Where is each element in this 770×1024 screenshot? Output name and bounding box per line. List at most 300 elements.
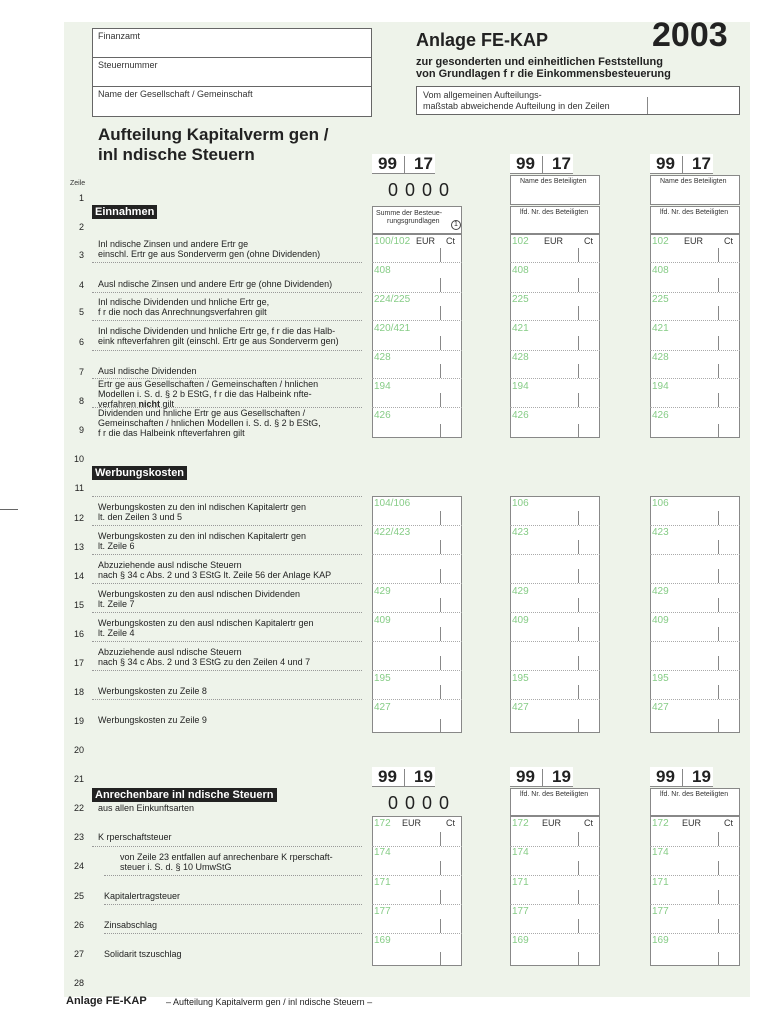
name-beteiligten-label: Name des Beteiligten bbox=[660, 178, 727, 185]
line-text: Solidarit tszuschlag bbox=[104, 949, 182, 959]
cell-divider bbox=[650, 292, 740, 293]
code-c27: 169 bbox=[374, 935, 391, 946]
ct-divider bbox=[440, 832, 441, 846]
ct-divider bbox=[578, 685, 579, 699]
cell-divider bbox=[650, 612, 740, 613]
row-separator bbox=[92, 699, 362, 700]
line-text: aus allen Einkunftsarten bbox=[98, 803, 195, 813]
cell-divider bbox=[650, 525, 740, 526]
code-c5: 225 bbox=[512, 294, 529, 305]
eur-label: EUR bbox=[402, 818, 422, 828]
row-separator bbox=[92, 641, 362, 642]
eur-label: EUR bbox=[542, 818, 562, 828]
cell-divider bbox=[510, 407, 600, 408]
ct-divider bbox=[718, 248, 719, 262]
row-number: 10 bbox=[73, 454, 84, 464]
code-box bbox=[510, 767, 573, 787]
ct-divider bbox=[440, 364, 441, 378]
ct-divider bbox=[440, 919, 441, 933]
code-99: 99 bbox=[656, 154, 675, 173]
row-separator bbox=[92, 378, 362, 379]
footer-subtitle: – Aufteilung Kapitalverm gen / inl ndische Steuern – bbox=[166, 997, 373, 1007]
cell-divider bbox=[650, 583, 740, 584]
line-6-label bbox=[98, 326, 368, 346]
line-15-label bbox=[98, 589, 368, 609]
line-7-label bbox=[98, 366, 368, 376]
ct-divider bbox=[718, 336, 719, 350]
ct-divider bbox=[718, 393, 719, 407]
line-text: von Zeile 23 entfallen auf anrechenbare K rperschaft- bbox=[120, 852, 333, 862]
cell-divider bbox=[650, 262, 740, 263]
code-c3-sum: 100/102 bbox=[374, 236, 411, 247]
cell-divider bbox=[510, 699, 600, 700]
code-c8: 194 bbox=[374, 381, 391, 392]
row-separator bbox=[92, 262, 362, 263]
row-number: 7 bbox=[78, 367, 84, 377]
code-17: 17 bbox=[692, 154, 711, 173]
eur-label: EUR bbox=[684, 236, 704, 246]
ct-divider bbox=[718, 540, 719, 554]
cell-divider bbox=[650, 350, 740, 351]
ct-divider bbox=[718, 719, 719, 733]
row-separator bbox=[92, 350, 362, 351]
code-99: 99 bbox=[516, 767, 535, 786]
code-c4: 408 bbox=[652, 265, 669, 276]
row-number: 15 bbox=[73, 600, 84, 610]
eur-label: EUR bbox=[682, 818, 702, 828]
code-c8: 194 bbox=[652, 381, 669, 392]
cell-divider bbox=[372, 292, 462, 293]
lfd-nr-field-2b[interactable] bbox=[510, 788, 600, 816]
zeile-label: Zeile bbox=[70, 180, 86, 187]
ct-divider bbox=[578, 627, 579, 641]
section-title-2: inl ndische Steuern bbox=[98, 145, 255, 164]
row-number: 11 bbox=[74, 483, 84, 493]
cell-divider bbox=[510, 554, 600, 555]
row-separator bbox=[92, 525, 362, 526]
cell-divider bbox=[510, 641, 600, 642]
row-separator bbox=[92, 496, 362, 497]
ct-divider bbox=[440, 861, 441, 875]
line-8-label bbox=[98, 379, 368, 409]
lfd-nr-label: lfd. Nr. des Beteiligten bbox=[520, 791, 589, 798]
line-24-label bbox=[120, 852, 390, 872]
cell-divider bbox=[510, 583, 600, 584]
line-text: nach § 34 c Abs. 2 und 3 EStG zu den Zeilen 4 und 7 bbox=[98, 657, 311, 667]
line-26-label bbox=[104, 920, 374, 930]
code-c12: 106 bbox=[512, 498, 529, 509]
line-19-label bbox=[98, 715, 368, 725]
ct-divider bbox=[440, 598, 441, 612]
code-c26: 177 bbox=[652, 906, 669, 917]
line-text: Gemeinschaften / hnlichen Modellen i. S. d. § 2 b EStG, bbox=[98, 418, 321, 428]
cell-divider bbox=[650, 699, 740, 700]
code-c25: 171 bbox=[374, 877, 391, 888]
ct-divider bbox=[578, 364, 579, 378]
ct-divider bbox=[440, 952, 441, 966]
row-number: 4 bbox=[78, 280, 84, 290]
code-c25: 171 bbox=[652, 877, 669, 888]
ct-divider bbox=[718, 278, 719, 292]
row-number: 18 bbox=[73, 687, 84, 697]
line-9-label bbox=[98, 408, 368, 438]
line-text: Werbungskosten zu den inl ndischen Kapitalertr gen bbox=[98, 531, 306, 541]
ct-divider bbox=[718, 861, 719, 875]
cell-divider bbox=[372, 350, 462, 351]
row-number: 5 bbox=[78, 307, 84, 317]
code-c24: 174 bbox=[374, 847, 391, 858]
line-text: nach § 34 c Abs. 2 und 3 EStG lt. Zeile 56 der Anlage KAP bbox=[98, 570, 332, 580]
line-text: steuer i. S. d. § 10 UmwStG bbox=[120, 862, 232, 872]
code-c18: 195 bbox=[512, 673, 529, 684]
line-text: Inl ndische Dividenden und hnliche Ertr ge, f r die das Halb- bbox=[98, 326, 336, 336]
ct-divider bbox=[440, 685, 441, 699]
ct-divider bbox=[718, 364, 719, 378]
line-text: lt. Zeile 4 bbox=[98, 628, 135, 638]
cell-divider bbox=[372, 875, 462, 876]
line-text: einschl. Ertr ge aus Sonderverm gen (ohne Dividenden) bbox=[98, 249, 321, 259]
ct-divider bbox=[718, 952, 719, 966]
row-separator bbox=[92, 292, 362, 293]
code-99: 99 bbox=[378, 767, 397, 786]
code-c13: 423 bbox=[652, 527, 669, 538]
row-number: 28 bbox=[73, 978, 84, 988]
code-c12: 106 bbox=[652, 498, 669, 509]
row-number: 2 bbox=[78, 222, 84, 232]
ct-divider bbox=[718, 685, 719, 699]
cell-divider bbox=[372, 262, 462, 263]
code-c5-sum: 224/225 bbox=[374, 294, 411, 305]
aufteilung-field[interactable] bbox=[416, 86, 740, 115]
ct-divider bbox=[718, 656, 719, 670]
code-c18: 195 bbox=[652, 673, 669, 684]
gesellschaft-field[interactable] bbox=[92, 86, 372, 117]
ct-divider bbox=[718, 424, 719, 438]
cell-divider bbox=[510, 262, 600, 263]
code-c16: 409 bbox=[374, 615, 391, 626]
code-99: 99 bbox=[516, 154, 535, 173]
cell-divider bbox=[510, 350, 600, 351]
line-text: Werbungskosten zu den ausl ndischen Dividenden bbox=[98, 589, 300, 599]
ct-divider bbox=[440, 336, 441, 350]
cell-divider bbox=[510, 670, 600, 671]
code-c24: 174 bbox=[652, 847, 669, 858]
line-3-label bbox=[98, 239, 368, 259]
cell-divider bbox=[650, 670, 740, 671]
code-box bbox=[650, 154, 713, 174]
row-separator bbox=[92, 612, 362, 613]
aufteilung-label-1: Vom allgemeinen Aufteilungs- bbox=[423, 90, 542, 100]
summe-label-1: Summe der Besteue- bbox=[376, 210, 443, 217]
code-c8: 194 bbox=[512, 381, 529, 392]
lfd-nr-label: lfd. Nr. des Beteiligten bbox=[660, 791, 729, 798]
code-c19: 427 bbox=[652, 702, 669, 713]
code-0000: 0 0 0 0 bbox=[388, 180, 451, 200]
row-number: 22 bbox=[73, 803, 84, 813]
row-number: 21 bbox=[73, 774, 84, 784]
ct-divider bbox=[440, 306, 441, 320]
row-number: 14 bbox=[73, 571, 84, 581]
cell-divider bbox=[372, 612, 462, 613]
ct-divider bbox=[718, 306, 719, 320]
row-separator bbox=[92, 407, 362, 408]
ct-divider bbox=[578, 511, 579, 525]
code-c23: 172 bbox=[512, 818, 529, 829]
row-number: 13 bbox=[73, 542, 84, 552]
code-c25: 171 bbox=[512, 877, 529, 888]
code-c23: 172 bbox=[374, 818, 391, 829]
line-text: Inl ndische Dividenden und hnliche Ertr ge, bbox=[98, 297, 270, 307]
code-c18: 195 bbox=[374, 673, 391, 684]
cell-divider bbox=[510, 320, 600, 321]
code-c24: 174 bbox=[512, 847, 529, 858]
code-c6-sum: 420/421 bbox=[374, 323, 411, 334]
code-c7: 428 bbox=[652, 352, 669, 363]
row-number: 19 bbox=[73, 716, 84, 726]
code-c4: 408 bbox=[512, 265, 529, 276]
code-box bbox=[650, 767, 713, 787]
cell-divider bbox=[650, 875, 740, 876]
code-box bbox=[372, 767, 435, 787]
line-4-label bbox=[98, 279, 368, 289]
cell-divider bbox=[650, 554, 740, 555]
code-c12-sum: 104/106 bbox=[374, 498, 411, 509]
finanzamt-field[interactable] bbox=[92, 28, 372, 59]
line-text: lt. Zeile 6 bbox=[98, 541, 135, 551]
ct-divider bbox=[718, 569, 719, 583]
ct-divider bbox=[578, 306, 579, 320]
line-text: Werbungskosten zu den inl ndischen Kapitalertr gen bbox=[98, 502, 306, 512]
line-14-label bbox=[98, 560, 368, 580]
ct-divider bbox=[718, 890, 719, 904]
ct-label: Ct bbox=[584, 236, 593, 246]
code-19: 19 bbox=[692, 767, 711, 786]
line-12-label bbox=[98, 502, 368, 522]
ct-label: Ct bbox=[584, 818, 593, 828]
row-separator bbox=[92, 554, 362, 555]
fold-mark bbox=[0, 509, 18, 510]
line-text: Ertr ge aus Gesellschaften / Gemeinschaften / hnlichen bbox=[98, 379, 319, 389]
line-text: Abzuziehende ausl ndische Steuern bbox=[98, 560, 242, 570]
code-c15: 429 bbox=[652, 586, 669, 597]
name-beteiligten-field-2[interactable] bbox=[510, 175, 600, 205]
cell-divider bbox=[650, 320, 740, 321]
ct-label: Ct bbox=[446, 818, 455, 828]
row-separator bbox=[104, 904, 362, 905]
line-text: Dividenden und hnliche Ertr ge aus Gesellschaften / bbox=[98, 408, 306, 418]
ct-divider bbox=[578, 393, 579, 407]
line-text: Werbungskosten zu Zeile 8 bbox=[98, 686, 207, 696]
cell-divider bbox=[510, 378, 600, 379]
ct-divider bbox=[578, 569, 579, 583]
section-title-1: Aufteilung Kapitalverm gen / bbox=[98, 125, 329, 144]
code-c9: 426 bbox=[512, 410, 529, 421]
ct-divider bbox=[718, 627, 719, 641]
cell-divider bbox=[510, 933, 600, 934]
line-text: Werbungskosten zu den ausl ndischen Kapitalertr gen bbox=[98, 618, 314, 628]
row-number: 6 bbox=[78, 337, 84, 347]
cell-divider bbox=[650, 933, 740, 934]
code-c16: 409 bbox=[652, 615, 669, 626]
row-number: 17 bbox=[73, 658, 84, 668]
row-separator bbox=[92, 583, 362, 584]
code-c5: 225 bbox=[652, 294, 669, 305]
ct-divider bbox=[440, 393, 441, 407]
ct-label: Ct bbox=[446, 236, 455, 246]
ct-divider bbox=[578, 890, 579, 904]
code-c27: 169 bbox=[652, 935, 669, 946]
cell-divider bbox=[372, 407, 462, 408]
code-c15: 429 bbox=[512, 586, 529, 597]
cell-divider bbox=[372, 320, 462, 321]
name-beteiligten-field-3[interactable] bbox=[650, 175, 740, 205]
ct-divider bbox=[578, 832, 579, 846]
summe-header bbox=[372, 206, 462, 234]
ct-divider bbox=[440, 511, 441, 525]
cell-divider bbox=[510, 612, 600, 613]
row-number: 9 bbox=[78, 425, 84, 435]
row-number: 3 bbox=[78, 250, 84, 260]
cell-divider bbox=[372, 583, 462, 584]
code-c27: 169 bbox=[512, 935, 529, 946]
row-separator bbox=[92, 846, 362, 847]
row-separator bbox=[104, 933, 362, 934]
row-number: 26 bbox=[73, 920, 84, 930]
code-99: 99 bbox=[378, 154, 397, 173]
summe-label-2: rungsgrundlagen bbox=[387, 218, 440, 225]
line-text: Ausl ndische Dividenden bbox=[98, 366, 197, 376]
form-title: Anlage FE-KAP bbox=[416, 30, 549, 50]
lfd-nr-label: lfd. Nr. des Beteiligten bbox=[520, 209, 589, 216]
code-c19: 427 bbox=[512, 702, 529, 713]
row-number: 8 bbox=[78, 396, 84, 406]
ct-divider bbox=[440, 656, 441, 670]
heading-werbungskosten: Werbungskosten bbox=[92, 466, 187, 480]
cell-divider bbox=[372, 378, 462, 379]
code-c23: 172 bbox=[652, 818, 669, 829]
ct-divider bbox=[578, 336, 579, 350]
row-number: 12 bbox=[73, 513, 84, 523]
code-c19: 427 bbox=[374, 702, 391, 713]
code-c13: 423 bbox=[512, 527, 529, 538]
code-c16: 409 bbox=[512, 615, 529, 626]
cell-divider bbox=[372, 904, 462, 905]
ct-divider bbox=[440, 248, 441, 262]
line-23-label bbox=[98, 832, 368, 842]
ct-label: Ct bbox=[724, 236, 733, 246]
code-19: 19 bbox=[552, 767, 571, 786]
gesellschaft-label: Name der Gesellschaft / Gemeinschaft bbox=[98, 89, 253, 99]
line-text: lt. den Zeilen 3 und 5 bbox=[98, 512, 183, 522]
form-subtitle-1: zur gesonderten und einheitlichen Feststellung bbox=[416, 56, 663, 68]
cell-divider bbox=[372, 699, 462, 700]
ct-divider bbox=[578, 248, 579, 262]
ct-divider bbox=[578, 719, 579, 733]
line-text: Ausl ndische Zinsen und andere Ertr ge (ohne Dividenden) bbox=[98, 279, 333, 289]
lfd-nr-field-2[interactable] bbox=[510, 206, 600, 234]
cell-divider bbox=[372, 933, 462, 934]
ct-divider bbox=[440, 278, 441, 292]
ct-divider bbox=[578, 919, 579, 933]
line-text: Abzuziehende ausl ndische Steuern bbox=[98, 647, 242, 657]
code-c15: 429 bbox=[374, 586, 391, 597]
ct-divider bbox=[440, 719, 441, 733]
line-text: Werbungskosten zu Zeile 9 bbox=[98, 715, 207, 725]
heading-anrechenbare: Anrechenbare inl ndische Steuern bbox=[92, 788, 277, 802]
ct-divider bbox=[578, 598, 579, 612]
row-number: 16 bbox=[73, 629, 84, 639]
aufteilung-label-2: maßstab abweichende Aufteilung in den Zeilen bbox=[423, 101, 610, 111]
line-text: lt. Zeile 7 bbox=[98, 599, 135, 609]
ct-divider bbox=[578, 861, 579, 875]
row-number: 24 bbox=[73, 861, 84, 871]
line-text: Kapitalertragsteuer bbox=[104, 891, 181, 901]
code-c6: 421 bbox=[652, 323, 669, 334]
ct-divider bbox=[578, 952, 579, 966]
code-c26: 177 bbox=[374, 906, 391, 917]
cell-divider bbox=[372, 525, 462, 526]
form-subtitle-2: von Grundlagen f r die Einkommensbesteuerung bbox=[416, 68, 671, 80]
cell-divider bbox=[510, 292, 600, 293]
line-16-label bbox=[98, 618, 368, 638]
ct-divider bbox=[440, 424, 441, 438]
ct-divider bbox=[718, 832, 719, 846]
cell-divider bbox=[510, 525, 600, 526]
row-separator bbox=[104, 875, 362, 876]
code-c13-sum: 422/423 bbox=[374, 527, 411, 538]
ct-divider bbox=[578, 424, 579, 438]
line-5-label bbox=[98, 297, 368, 317]
lfd-nr-field-3[interactable] bbox=[650, 206, 740, 234]
line-text: f r die das Halbeink nfteverfahren gilt bbox=[98, 428, 245, 438]
cell-divider bbox=[650, 641, 740, 642]
steuernummer-label: Steuernummer bbox=[98, 60, 158, 70]
cell-divider bbox=[650, 407, 740, 408]
heading-einnahmen: Einnahmen bbox=[92, 205, 157, 219]
row-number: 25 bbox=[73, 891, 84, 901]
line-18-label bbox=[98, 686, 368, 696]
code-c7: 428 bbox=[512, 352, 529, 363]
ct-divider bbox=[578, 656, 579, 670]
ct-divider bbox=[440, 890, 441, 904]
line-text: Zinsabschlag bbox=[104, 920, 158, 930]
steuernummer-field[interactable] bbox=[92, 57, 372, 88]
line-text: Inl ndische Zinsen und andere Ertr ge bbox=[98, 239, 249, 249]
footer-title: Anlage FE-KAP bbox=[66, 995, 147, 1007]
code-box bbox=[510, 154, 573, 174]
ct-divider bbox=[440, 540, 441, 554]
code-c6: 421 bbox=[512, 323, 529, 334]
line-22-label bbox=[98, 803, 368, 813]
line-text: f r die noch das Anrechnungsverfahren gilt bbox=[98, 307, 267, 317]
code-c9: 426 bbox=[652, 410, 669, 421]
eur-label: EUR bbox=[416, 236, 436, 246]
line-17-label bbox=[98, 647, 368, 667]
lfd-nr-field-3b[interactable] bbox=[650, 788, 740, 816]
row-number: 20 bbox=[73, 745, 84, 755]
ct-divider bbox=[718, 511, 719, 525]
code-17: 17 bbox=[552, 154, 571, 173]
ct-divider bbox=[578, 540, 579, 554]
line-text: verfahren nicht gilt bbox=[98, 399, 175, 409]
cell-divider bbox=[650, 378, 740, 379]
cell-divider bbox=[372, 641, 462, 642]
ct-divider bbox=[440, 569, 441, 583]
code-box bbox=[372, 154, 435, 174]
cell-divider bbox=[510, 904, 600, 905]
code-0000: 0 0 0 0 bbox=[388, 793, 451, 813]
code-c26: 177 bbox=[512, 906, 529, 917]
